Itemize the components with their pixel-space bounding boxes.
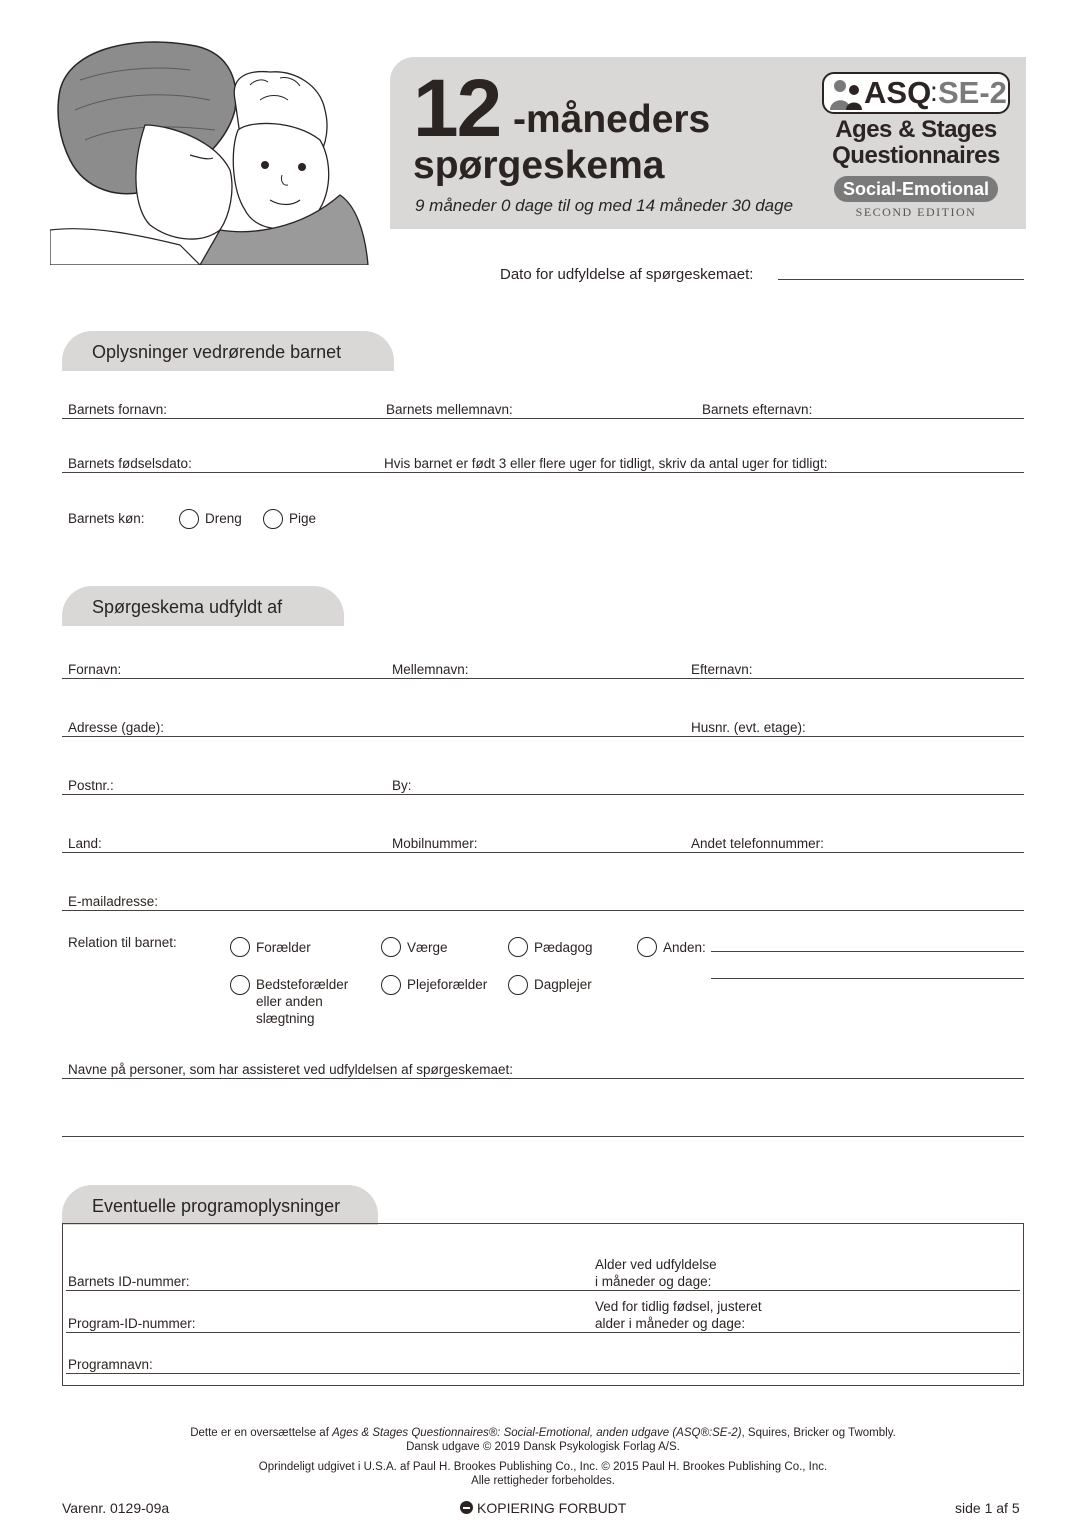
age-range: 9 måneder 0 dage til og med 14 måneder 30 dage bbox=[415, 196, 794, 215]
child-section-title: Oplysninger vedrørende barnet bbox=[62, 331, 394, 371]
adjusted-label-1: Ved for tidlig fødsel, justeret bbox=[595, 1299, 762, 1314]
filler-first-name-label: Fornavn: bbox=[68, 662, 122, 677]
mobile-label: Mobilnummer: bbox=[392, 836, 478, 851]
se2-text: SE-2 bbox=[938, 75, 1007, 110]
child-last-name-label: Barnets efternavn: bbox=[702, 402, 813, 417]
gender-boy-radio[interactable] bbox=[179, 509, 199, 529]
assistants-field[interactable] bbox=[62, 1078, 1024, 1079]
asq-text: ASQ bbox=[864, 75, 932, 110]
age-label-1: Alder ved udfyldelse bbox=[595, 1257, 717, 1272]
item-number: Varenr. 0129-09a bbox=[62, 1500, 170, 1516]
gender-boy-label: Dreng bbox=[205, 511, 242, 526]
city-label: By: bbox=[392, 778, 412, 793]
footer-line2: Dansk udgave © 2019 Dansk Psykologisk Forlag A/S. bbox=[406, 1441, 680, 1453]
child-first-name-label: Barnets fornavn: bbox=[68, 402, 168, 417]
relation-guardian-label: Værge bbox=[407, 940, 448, 955]
relation-label: Relation til barnet: bbox=[68, 935, 177, 950]
relation-other-field[interactable] bbox=[711, 951, 1024, 952]
relation-guardian-radio[interactable] bbox=[381, 937, 401, 957]
footer-line1-post: , Squires, Bricker og Twombly. bbox=[741, 1427, 896, 1439]
filler-middle-name-label: Mellemnavn: bbox=[392, 662, 469, 677]
address-label: Adresse (gade): bbox=[68, 720, 165, 735]
premature-label: Hvis barnet er født 3 eller flere uger for tidligt, skriv da antal uger for tidligt: bbox=[384, 456, 828, 471]
relation-parent-label: Forælder bbox=[256, 940, 311, 955]
email-field[interactable] bbox=[62, 910, 1024, 911]
logo-line1: Ages & Stages bbox=[835, 116, 997, 143]
filler-last-name-label: Efternavn: bbox=[691, 662, 753, 677]
filler-section-title: Spørgeskema udfyldt af bbox=[62, 586, 344, 626]
relation-grandparent-label-2: eller anden bbox=[256, 994, 323, 1009]
copy-notice bbox=[460, 1500, 626, 1516]
program-name-label: Programnavn: bbox=[68, 1357, 153, 1372]
no-entry-icon bbox=[460, 1501, 473, 1514]
child-name-field[interactable] bbox=[62, 418, 1024, 419]
relation-parent-radio[interactable] bbox=[230, 937, 250, 957]
relation-grandparent-label-1: Bedsteforælder bbox=[256, 977, 349, 992]
child-birthdate-label: Barnets fødselsdato: bbox=[68, 456, 192, 471]
relation-childminder-radio[interactable] bbox=[508, 975, 528, 995]
social-emotional-badge: Social-Emotional bbox=[834, 176, 998, 202]
postcode-field[interactable] bbox=[62, 794, 1024, 795]
gender-girl-radio[interactable] bbox=[263, 509, 283, 529]
relation-other-label: Anden: bbox=[663, 940, 706, 955]
gender-label: Barnets køn: bbox=[68, 511, 145, 526]
child-middle-name-label: Barnets mellemnavn: bbox=[386, 402, 513, 417]
relation-foster-radio[interactable] bbox=[381, 975, 401, 995]
asq-logo-badge bbox=[822, 72, 1010, 114]
relation-educator-radio[interactable] bbox=[508, 937, 528, 957]
footer-line1-pre: Dette er en oversættelse af bbox=[190, 1427, 333, 1439]
people-icon bbox=[828, 78, 864, 110]
relation-other-field-2[interactable] bbox=[711, 978, 1024, 979]
adjusted-label-2: alder i måneder og dage: bbox=[595, 1316, 746, 1331]
assistants-label: Navne på personer, som har assisteret ved udfyldelsen af spørgeskemaet: bbox=[68, 1062, 513, 1077]
relation-other-radio[interactable] bbox=[637, 937, 657, 957]
phone-field[interactable] bbox=[62, 852, 1024, 853]
program-id-label: Program-ID-nummer: bbox=[68, 1316, 196, 1331]
date-label: Dato for udfyldelse af spørgeskemaet: bbox=[500, 266, 754, 283]
postcode-label: Postnr.: bbox=[68, 778, 114, 793]
relation-foster-label: Plejeforælder bbox=[407, 977, 488, 992]
email-label: E-mailadresse: bbox=[68, 894, 159, 909]
relation-educator-label: Pædagog bbox=[534, 940, 593, 955]
title-line1: -måneders bbox=[513, 98, 711, 141]
address-field[interactable] bbox=[62, 736, 1024, 737]
house-no-label: Husnr. (evt. etage): bbox=[691, 720, 806, 735]
footer-translation-line bbox=[0, 1427, 1086, 1439]
program-box bbox=[62, 1223, 1024, 1386]
country-label: Land: bbox=[68, 836, 102, 851]
footer-line4: Alle rettigheder forbeholdes. bbox=[471, 1475, 615, 1487]
asq-colon: : bbox=[930, 76, 938, 107]
age-number: 12 bbox=[413, 63, 501, 154]
page-number: side 1 af 5 bbox=[955, 1500, 1020, 1516]
assistants-field-2[interactable] bbox=[62, 1136, 1024, 1137]
filler-name-field[interactable] bbox=[62, 678, 1024, 679]
program-id-field[interactable] bbox=[66, 1332, 1020, 1333]
child-id-label: Barnets ID-nummer: bbox=[68, 1274, 190, 1289]
copy-notice-text: KOPIERING FORBUDT bbox=[477, 1500, 627, 1516]
child-birthdate-field[interactable] bbox=[62, 472, 1024, 473]
mother-child-illustration bbox=[50, 30, 380, 265]
relation-grandparent-radio[interactable] bbox=[230, 975, 250, 995]
footer-line3: Oprindeligt udgivet i U.S.A. af Paul H. Brookes Publishing Co., Inc. © 2015 Paul H. Brookes Publishing Co., Inc. bbox=[258, 1461, 828, 1473]
footer-line1-italic: Ages & Stages Questionnaires®: Social-Emotional, anden udgave (ASQ®:SE-2) bbox=[332, 1427, 742, 1439]
asq-logo bbox=[822, 72, 1010, 220]
relation-childminder-label: Dagplejer bbox=[534, 977, 592, 992]
edition-text: SECOND EDITION bbox=[855, 205, 977, 219]
other-phone-label: Andet telefonnummer: bbox=[691, 836, 824, 851]
program-section-title: Eventuelle programoplysninger bbox=[62, 1185, 378, 1225]
child-id-field[interactable] bbox=[66, 1290, 1020, 1291]
title-line2: spørgeskema bbox=[413, 144, 665, 187]
program-name-field[interactable] bbox=[66, 1373, 1020, 1374]
logo-line2: Questionnaires bbox=[832, 142, 1000, 169]
relation-grandparent-label-3: slægtning bbox=[256, 1011, 315, 1026]
age-label-2: i måneder og dage: bbox=[595, 1274, 712, 1289]
date-field[interactable] bbox=[778, 279, 1024, 280]
gender-girl-label: Pige bbox=[289, 511, 317, 526]
